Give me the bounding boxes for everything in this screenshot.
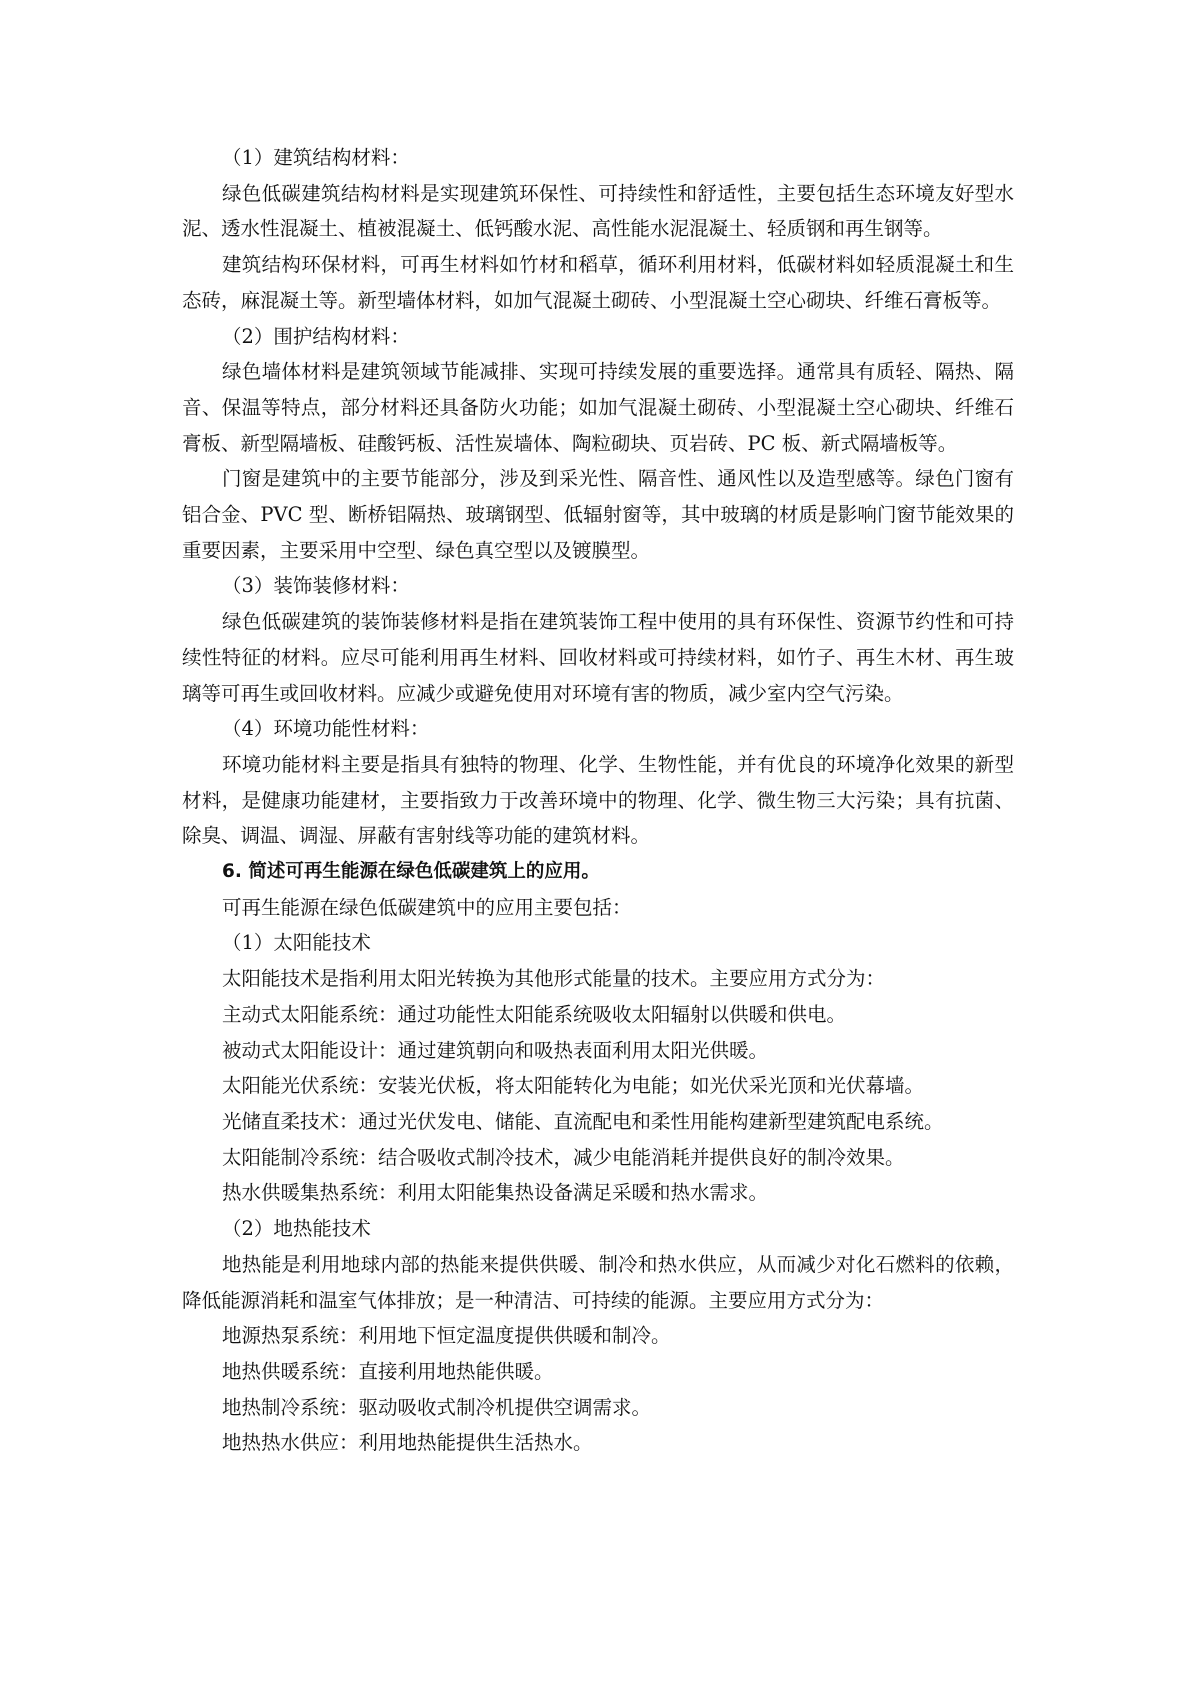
paragraph: 地热能是利用地球内部的热能来提供供暖、制冷和热水供应，从而减少对化石燃料的依赖，降低能源消耗和温室气体排放；是一种清洁、可持续的能源。主要应用方式分为： [182, 1252, 1014, 1312]
list-item: 地源热泵系统：利用地下恒定温度提供供暖和制冷。 [222, 1324, 671, 1348]
paragraph: 可再生能源在绿色低碳建筑中的应用主要包括： [222, 895, 632, 919]
list-item: 太阳能光伏系统：安装光伏板，将太阳能转化为电能；如光伏采光顶和光伏幕墙。 [222, 1074, 925, 1098]
paragraph: 环境功能材料主要是指具有独特的物理、化学、生物性能，并有优良的环境净化效果的新型材料，是健康功能建材，主要指致力于改善环境中的物理、化学、微生物三大污染；具有抗菌、除臭、调温、调湿、屏蔽有害射线等功能的建筑材料。 [182, 752, 1014, 848]
list-item: 地热供暖系统：直接利用地热能供暖。 [222, 1359, 554, 1383]
section-heading-solar: （1）太阳能技术 [222, 931, 371, 955]
paragraph: 绿色低碳建筑的装饰装修材料是指在建筑装饰工程中使用的具有环保性、资源节约性和可持续性特征的材料。应尽可能利用再生材料、回收材料或可持续材料，如竹子、再生木材、再生玻璃等可再生或回收材料。应减少或避免使用对环境有害的物质，减少室内空气污染。 [182, 610, 1014, 705]
list-item: 地热制冷系统：驱动吸收式制冷机提供空调需求。 [222, 1395, 652, 1419]
paragraph: 建筑结构环保材料，可再生材料如竹材和稻草，循环利用材料，低碳材料如轻质混凝土和生态砖，麻混凝土等。新型墙体材料，如加气混凝土砌砖、小型混凝土空心砌块、纤维石膏板等。 [182, 253, 1014, 312]
section-heading-envelope-materials: （2）围护结构材料： [222, 324, 410, 348]
section-heading-decoration-materials: （3）装饰装修材料： [222, 574, 410, 598]
list-item: 太阳能制冷系统：结合吸收式制冷技术，减少电能消耗并提供良好的制冷效果。 [222, 1145, 905, 1169]
list-item: 主动式太阳能系统：通过功能性太阳能系统吸收太阳辐射以供暖和供电。 [222, 1002, 847, 1026]
list-item: 热水供暖集热系统：利用太阳能集热设备满足采暖和热水需求。 [222, 1181, 769, 1205]
list-item: 光储直柔技术：通过光伏发电、储能、直流配电和柔性用能构建新型建筑配电系统。 [222, 1109, 944, 1133]
section-heading-structural-materials: （1）建筑结构材料： [222, 146, 410, 169]
question-heading: 6. 简述可再生能源在绿色低碳建筑上的应用。 [222, 861, 600, 883]
paragraph: 太阳能技术是指利用太阳光转换为其他形式能量的技术。主要应用方式分为： [222, 967, 886, 991]
paragraph: 绿色低碳建筑结构材料是实现建筑环保性、可持续性和舒适性，主要包括生态环境友好型水泥、透水性混凝土、植被混凝土、低钙酸水泥、高性能水泥混凝土、轻质钢和再生钢等。 [182, 181, 1014, 241]
paragraph: 绿色墙体材料是建筑领域节能减排、实现可持续发展的重要选择。通常具有质轻、隔热、隔音、保温等特点，部分材料还具备防火功能；如加气混凝土砌砖、小型混凝土空心砌块、纤维石膏板、新型隔墙板、硅酸钙板、活性炭墙体、陶粒砌块、页岩砖、PC 板、新式隔墙板等。 [182, 360, 1014, 455]
list-item: 被动式太阳能设计：通过建筑朝向和吸热表面利用太阳光供暖。 [222, 1038, 769, 1062]
section-heading-geothermal: （2）地热能技术 [222, 1217, 371, 1241]
paragraph: 门窗是建筑中的主要节能部分，涉及到采光性、隔音性、通风性以及造型感等。绿色门窗有铝合金、PVC 型、断桥铝隔热、玻璃钢型、低辐射窗等，其中玻璃的材质是影响门窗节能效果的重要因素，主要采用中空型、绿色真空型以及镀膜型。 [182, 467, 1014, 562]
document-page [182, 140, 1014, 1461]
list-item: 地热热水供应：利用地热能提供生活热水。 [222, 1431, 593, 1455]
section-heading-functional-materials: （4）环境功能性材料： [222, 717, 430, 741]
